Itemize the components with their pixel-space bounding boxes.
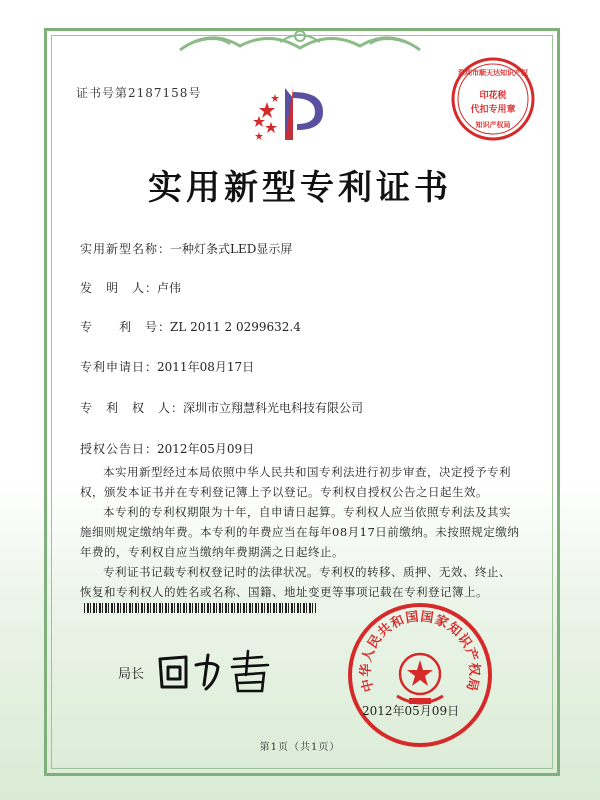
- director-label: 局长: [118, 667, 145, 682]
- tax-seal-line: 代扣专用章: [470, 105, 516, 115]
- field-value: 2011年08月17日: [157, 360, 255, 374]
- field-patentee: 专 利 权 人：深圳市立翔慧科光电科技有限公司: [80, 401, 364, 415]
- tax-seal-line: 深圳市顺天达知识产权: [458, 68, 528, 77]
- seal-date: 2012年05月09日: [362, 704, 460, 718]
- body-paragraph: 本实用新型经过本局依照中华人民共和国专利法进行初步审查，决定授予专利权，颁发本证书并在专利登记簿上予以登记。专利权自授权公告之日起生效。: [80, 465, 511, 499]
- field-value: 深圳市立翔慧科光电科技有限公司: [183, 401, 364, 415]
- certificate-body: [80, 462, 520, 602]
- field-value: 一种灯条式LED显示屏: [170, 242, 293, 256]
- field-application-date: 专利申请日：2011年08月17日: [80, 360, 255, 374]
- field-utility-model-name: 实用新型名称：一种灯条式LED显示屏: [80, 242, 293, 256]
- body-paragraph: 本专利的专利权期限为十年，自申请日起算。专利权人应当依照专利法及其实施细则规定缴纳年费。本专利的年费应当在每年08月17日前缴纳。未按照规定缴纳年费的，专利权自应当缴纳年费期满之日起终止。: [80, 505, 520, 559]
- field-publication-date: 授权公告日：2012年05月09日: [80, 442, 255, 456]
- seal-arc-text: 中华人民共和国国家知识产权局: [358, 609, 482, 694]
- top-ornament-icon: [170, 24, 430, 56]
- field-label: 实用新型名称: [80, 242, 159, 256]
- field-label: 专 利 号: [80, 320, 159, 334]
- certificate-number: 证书号第2187158号: [76, 86, 202, 100]
- director-signature-icon: [152, 645, 282, 695]
- field-inventor: 发 明 人：卢伟: [80, 281, 182, 295]
- page-title: 实用新型专利证书: [148, 168, 452, 208]
- field-label: 发 明 人: [80, 281, 146, 295]
- body-paragraph: 专利证书记载专利权登记时的法律状况。专利权的转移、质押、无效、终止、恢复和专利权人的姓名或名称、国籍、地址变更等事项记载在专利登记簿上。: [80, 565, 511, 599]
- tax-seal-line: 印花税: [479, 91, 507, 101]
- field-value: 2012年05月09日: [157, 442, 255, 456]
- tax-seal-line: 知识产权局: [475, 120, 511, 129]
- field-value: 卢伟: [157, 281, 182, 295]
- page-footer: 第1页（共1页）: [259, 742, 341, 753]
- tax-seal: [448, 54, 538, 144]
- national-ip-office-seal-icon: [345, 600, 495, 750]
- patent-office-logo-icon: [245, 80, 335, 150]
- field-label: 专利申请日: [80, 360, 146, 374]
- field-patent-number: 专 利 号：ZL 2011 2 0299632.4: [80, 320, 301, 334]
- field-label: 专 利 权 人: [80, 401, 172, 415]
- barcode: [84, 603, 316, 613]
- field-label: 授权公告日: [80, 442, 146, 456]
- field-value: ZL 2011 2 0299632.4: [170, 320, 301, 334]
